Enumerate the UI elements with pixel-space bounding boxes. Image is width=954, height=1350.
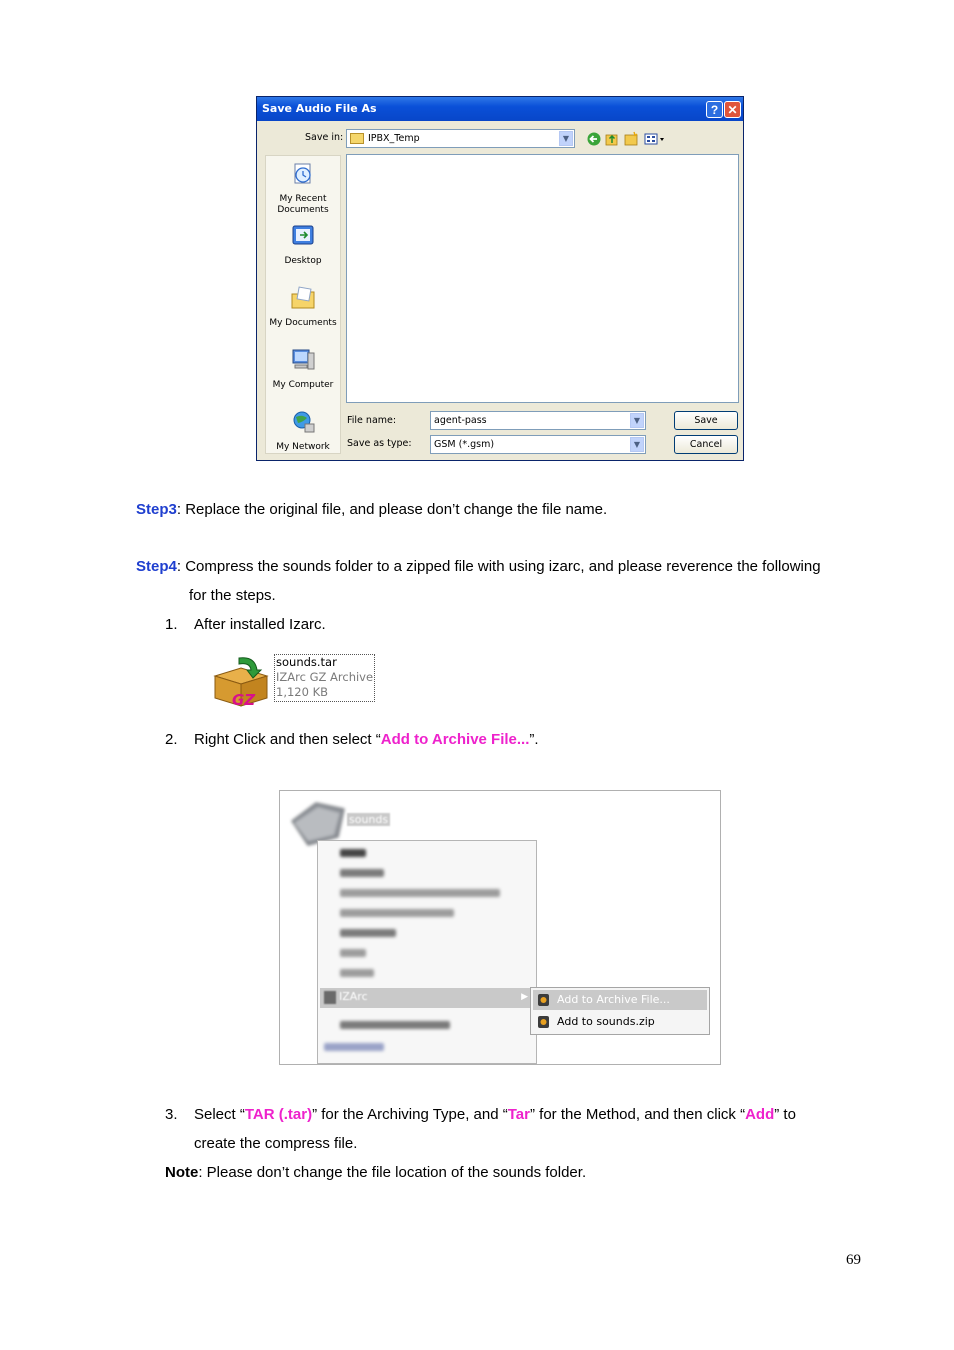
- my-computer-icon: [290, 347, 316, 373]
- save-as-type-select[interactable]: [430, 435, 646, 454]
- submenu-add-to-archive-label: Add to Archive File...: [557, 993, 670, 1006]
- submenu-item-add-to-zip[interactable]: [533, 1012, 707, 1032]
- izarc-icon: [324, 991, 336, 1004]
- folder-label: sounds: [349, 813, 389, 826]
- izarc-label: IZArc: [339, 990, 368, 1003]
- context-menu-blurred-items-2: [320, 1013, 534, 1063]
- file-name-label: File name:: [347, 415, 397, 426]
- submenu-item-add-to-archive[interactable]: [533, 990, 707, 1010]
- item2-number: 2.: [165, 731, 178, 748]
- item3-text: [194, 1105, 796, 1125]
- step4-text-line2: for the steps.: [189, 587, 276, 604]
- file-type: IZArc GZ Archive: [276, 670, 374, 684]
- item3-highlight-tar-method: Tar: [507, 1106, 530, 1123]
- izarc-gz-archive-icon[interactable]: [211, 654, 273, 708]
- places-item-my-network[interactable]: [265, 409, 341, 453]
- places-item-desktop[interactable]: [265, 223, 341, 267]
- file-name-field[interactable]: [430, 411, 646, 430]
- folder-icon: [350, 133, 364, 144]
- file-list[interactable]: [346, 154, 739, 403]
- up-folder-icon[interactable]: [606, 135, 617, 145]
- view-menu-icon[interactable]: [645, 134, 664, 144]
- my-documents-icon: [290, 285, 316, 311]
- my-network-icon: [290, 409, 316, 435]
- item1-number: 1.: [165, 616, 178, 633]
- page-number: 69: [846, 1252, 861, 1268]
- places-label-my-computer: My Computer: [272, 380, 334, 390]
- context-menu-screenshot: [279, 790, 721, 1065]
- context-menu-blurred-items: [320, 843, 534, 983]
- item3-part3: ” for the Method, and then click “: [529, 1106, 746, 1123]
- save-in-value: IPBX_Temp: [368, 133, 420, 144]
- item3-highlight-tar-type: TAR (.tar): [244, 1106, 313, 1123]
- close-button[interactable]: ✕: [724, 101, 741, 118]
- places-item-recent-documents[interactable]: [265, 161, 341, 216]
- dialog-toolbar: [587, 130, 671, 148]
- gz-badge: GZ: [232, 691, 256, 708]
- izarc-archive-icon: [537, 993, 550, 1007]
- item2-post: ”.: [529, 731, 539, 748]
- step4-text: : Compress the sounds folder to a zipped file with using izarc, and please reverence the following: [176, 558, 821, 575]
- places-item-my-computer[interactable]: [265, 347, 341, 391]
- save-in-combo[interactable]: [346, 129, 575, 148]
- dialog-title-bar[interactable]: [257, 97, 743, 121]
- chevron-down-icon[interactable]: ▼: [630, 437, 644, 452]
- chevron-right-icon: ▶: [521, 991, 528, 1001]
- step3-text: : Replace the original file, and please don’t change the file name.: [176, 501, 608, 518]
- file-name-value: agent-pass: [434, 415, 487, 426]
- save-as-type-label: Save as type:: [347, 438, 412, 449]
- cancel-button[interactable]: Cancel: [674, 435, 738, 454]
- places-label-my-documents: My Documents: [269, 318, 337, 328]
- save-audio-file-dialog: [256, 96, 744, 461]
- recent-documents-icon: [290, 161, 316, 187]
- item1-text: After installed Izarc.: [194, 616, 326, 633]
- step3-paragraph: [136, 500, 607, 520]
- chevron-down-icon[interactable]: ▼: [630, 413, 644, 428]
- save-as-type-value: GSM (*.gsm): [434, 439, 495, 450]
- note-paragraph: [165, 1163, 586, 1183]
- places-label-my-network: My Network: [276, 442, 330, 452]
- desktop-icon: [290, 223, 316, 249]
- save-in-label: Save in:: [305, 132, 344, 143]
- item3-part1: Select “: [194, 1106, 245, 1123]
- item3-part2: ” for the Archiving Type, and “: [312, 1106, 508, 1123]
- file-label-box[interactable]: [274, 654, 375, 702]
- izarc-menu-item[interactable]: [320, 988, 532, 1008]
- note-label: Note: [165, 1164, 199, 1181]
- item2-pre: Right Click and then select “: [194, 731, 381, 748]
- places-item-my-documents[interactable]: [265, 285, 341, 329]
- places-label-recent: My Recent Documents: [277, 194, 329, 215]
- item2-text: [194, 730, 539, 750]
- item2-highlight: Add to Archive File...: [380, 731, 530, 748]
- places-label-desktop: Desktop: [284, 256, 322, 266]
- submenu-add-to-zip-label: Add to sounds.zip: [557, 1015, 655, 1028]
- dialog-title: Save Audio File As: [262, 102, 377, 115]
- step4-paragraph: [136, 557, 821, 577]
- chevron-down-icon[interactable]: ▼: [559, 131, 573, 146]
- item3-text-line2: create the compress file.: [194, 1135, 358, 1152]
- file-name: sounds.tar: [276, 655, 337, 669]
- step3-label: Step3: [136, 501, 177, 518]
- item3-number: 3.: [165, 1106, 178, 1123]
- help-button[interactable]: ?: [706, 101, 723, 118]
- note-text: : Please don’t change the file location of the sounds folder.: [198, 1164, 587, 1181]
- izarc-archive-icon: [537, 1015, 550, 1029]
- back-icon[interactable]: [588, 133, 601, 146]
- step4-label: Step4: [136, 558, 177, 575]
- file-size: 1,120 KB: [276, 685, 329, 699]
- item3-highlight-add: Add: [745, 1106, 775, 1123]
- save-button[interactable]: Save: [674, 411, 738, 430]
- new-folder-icon[interactable]: [625, 132, 637, 145]
- item3-part4: ” to: [774, 1106, 796, 1123]
